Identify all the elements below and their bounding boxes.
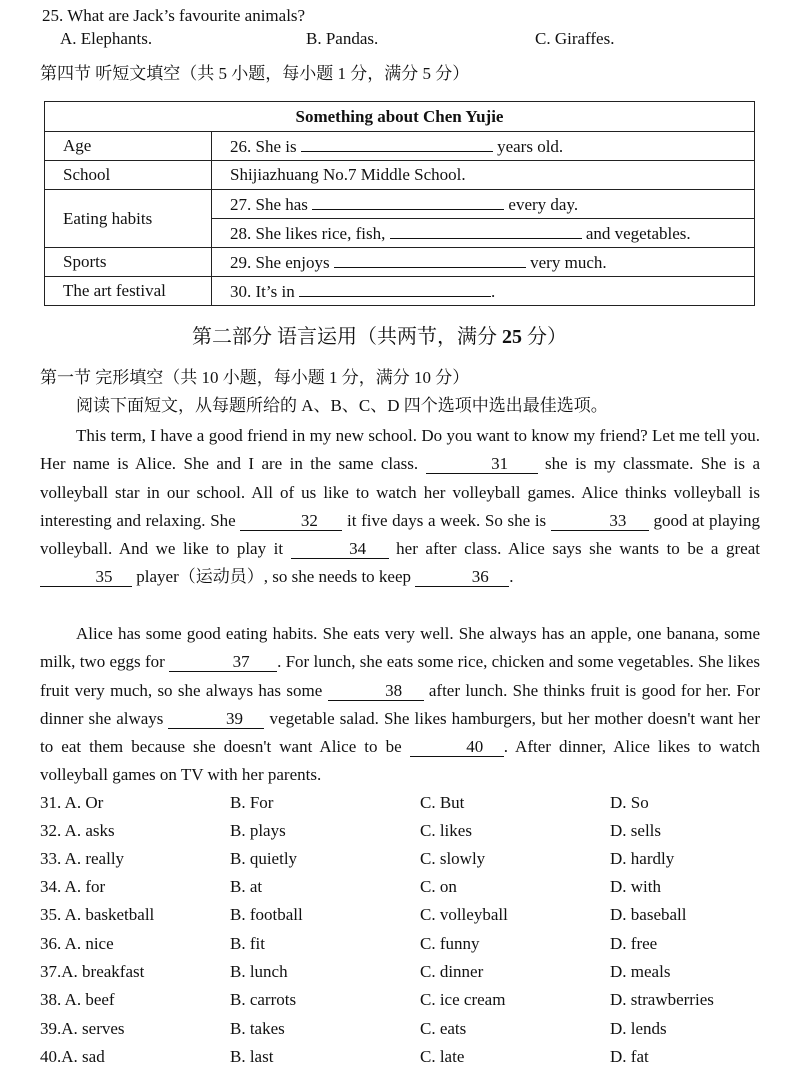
passage-text: she is my classmate. She is a volleyball star in our school. All of us like to watch her volleyball games. Alice thinks volleyball is interesting and relaxing. She <box>40 454 760 530</box>
choice-option: B. For <box>230 793 274 812</box>
row-content <box>212 248 755 277</box>
part2-heading <box>192 324 567 350</box>
choice-option: B. last <box>230 1047 274 1066</box>
passage-text: . After dinner, Alice likes to watch volleyball games on TV with her parents. <box>40 737 760 785</box>
choice-option: 40.A. sad <box>40 1047 105 1066</box>
choice-option: C. funny <box>420 934 480 953</box>
choice-option: 34. A. for <box>40 877 106 896</box>
choice-option: D. meals <box>610 962 671 981</box>
choice-option: 32. A. asks <box>40 821 115 840</box>
passage-text: Alice has some good eating habits. She eats very well. She always has an apple, one banana, some milk, two eggs for <box>40 624 760 672</box>
row-content <box>212 277 755 306</box>
answer-blank <box>312 193 504 210</box>
blank-38: 38 <box>328 682 424 701</box>
choice-option: B. carrots <box>230 990 297 1009</box>
choice-option: D. free <box>610 934 658 953</box>
table-row <box>45 190 755 219</box>
choice-option: 33. A. really <box>40 849 125 868</box>
row-label: Sports <box>45 248 212 277</box>
passage-text: it five days a week. So she is <box>342 510 551 530</box>
row-text: . <box>490 282 496 301</box>
choice-option: 38. A. beef <box>40 990 115 1009</box>
q25-option-b: B. Pandas. <box>306 29 379 48</box>
row-text: years old. <box>497 137 564 156</box>
part2-heading-text: 分） <box>522 326 567 348</box>
choice-option: B. quietly <box>230 849 298 868</box>
choice-option: 31. A. Or <box>40 793 104 812</box>
row-text: 26. She is <box>230 137 297 156</box>
choice-option: 35. A. basketball <box>40 905 155 924</box>
q25-question: 25. What are Jack’s favourite animals? <box>42 6 306 25</box>
passage-text: . <box>509 567 514 587</box>
choice-option: D. strawberries <box>610 990 714 1009</box>
blank-34: 34 <box>291 540 389 559</box>
table-row <box>45 132 755 161</box>
row-content: Shijiazhuang No.7 Middle School. <box>212 161 755 190</box>
choice-option: C. slowly <box>420 849 486 868</box>
table-row <box>45 248 755 277</box>
section4-heading: 第四节 听短文填空（共 5 小题，每小题 1 分，满分 5 分） <box>40 64 470 83</box>
choice-option: D. fat <box>610 1047 649 1066</box>
table-title: Something about Chen Yujie <box>45 102 755 132</box>
passage-text: This term, I have a good friend in my new school. Do you want to know my friend? Let me tell you. Her name is Alice. She and I are in the same class. <box>40 426 760 474</box>
passage-text: good at playing volleyball. And we like to play it <box>40 510 761 559</box>
row-text: very much. <box>530 253 607 272</box>
info-table <box>44 101 755 306</box>
choice-option: C. eats <box>420 1019 467 1038</box>
choice-option: D. sells <box>610 821 661 840</box>
choice-option: C. late <box>420 1047 465 1066</box>
row-label: Age <box>45 132 212 161</box>
blank-35: 35 <box>40 568 132 587</box>
answer-blank <box>390 222 582 239</box>
choice-option: C. volleyball <box>420 905 508 924</box>
table-row <box>45 277 755 306</box>
choice-option: 39.A. serves <box>40 1019 125 1038</box>
row-content <box>212 219 755 248</box>
blank-40: 40 <box>410 738 504 757</box>
row-text: 29. She enjoys <box>230 253 330 272</box>
row-text: every day. <box>508 195 579 214</box>
blank-31: 31 <box>426 455 538 474</box>
choice-option: D. baseball <box>610 905 687 924</box>
answer-blank <box>334 251 526 268</box>
choice-option: D. lends <box>610 1019 667 1038</box>
section1-heading: 第一节 完形填空（共 10 小题，每小题 1 分，满分 10 分） <box>40 368 470 387</box>
row-content <box>212 190 755 219</box>
passage-paragraph-2 <box>40 620 760 790</box>
choice-option: D. hardly <box>610 849 675 868</box>
q25-option-c: C. Giraffes. <box>535 29 615 48</box>
blank-33: 33 <box>551 512 649 531</box>
choice-option: 36. A. nice <box>40 934 114 953</box>
blank-39: 39 <box>168 710 264 729</box>
table-row <box>45 161 755 190</box>
passage-text: . For lunch, she eats some rice, chicken and some vegetables. She likes fruit very much, so she always has some <box>40 652 760 700</box>
choice-option: B. lunch <box>230 962 288 981</box>
choice-option: B. takes <box>230 1019 285 1038</box>
blank-36: 36 <box>415 568 509 587</box>
choice-option: C. But <box>420 793 465 812</box>
passage-text: vegetable salad. She likes hamburgers, but her mother doesn't want her to eat them because she doesn't want Alice to be <box>40 708 760 757</box>
choice-option: C. ice cream <box>420 990 506 1009</box>
passage-text: player（运动员）, so she needs to keep <box>132 567 416 587</box>
choice-option: D. So <box>610 793 649 812</box>
passage-paragraph-1 <box>40 422 760 592</box>
choice-option: C. on <box>420 877 457 896</box>
part2-score: 25 <box>502 326 522 348</box>
choice-option: C. dinner <box>420 962 484 981</box>
passage-text: her after class. Alice says she wants to be a great <box>388 539 760 559</box>
choice-option: D. with <box>610 877 661 896</box>
choice-option: B. plays <box>230 821 286 840</box>
choice-option: B. at <box>230 877 263 896</box>
choice-option: C. likes <box>420 821 472 840</box>
choice-option: 37.A. breakfast <box>40 962 145 981</box>
row-text: 27. She has <box>230 195 308 214</box>
answer-blank <box>299 280 491 297</box>
answer-blank <box>301 135 493 152</box>
row-content <box>212 132 755 161</box>
row-text: 28. She likes rice, fish, <box>230 224 386 243</box>
choice-option: B. football <box>230 905 303 924</box>
part2-heading-text: 第二部分 语言运用（共两节，满分 <box>192 326 502 348</box>
row-label: School <box>45 161 212 190</box>
passage-text: after lunch. She thinks fruit is good for her. For dinner she always <box>40 680 761 728</box>
blank-32: 32 <box>240 512 342 531</box>
row-text: 30. It’s in <box>230 282 295 301</box>
choice-option: B. fit <box>230 934 265 953</box>
blank-37: 37 <box>169 653 277 672</box>
row-label: Eating habits <box>45 190 212 248</box>
q25-option-a: A. Elephants. <box>60 29 153 48</box>
instruction: 阅读下面短文，从每题所给的 A、B、C、D 四个选项中选出最佳选项。 <box>76 396 608 415</box>
row-label: The art festival <box>45 277 212 306</box>
row-text: and vegetables. <box>585 224 691 243</box>
